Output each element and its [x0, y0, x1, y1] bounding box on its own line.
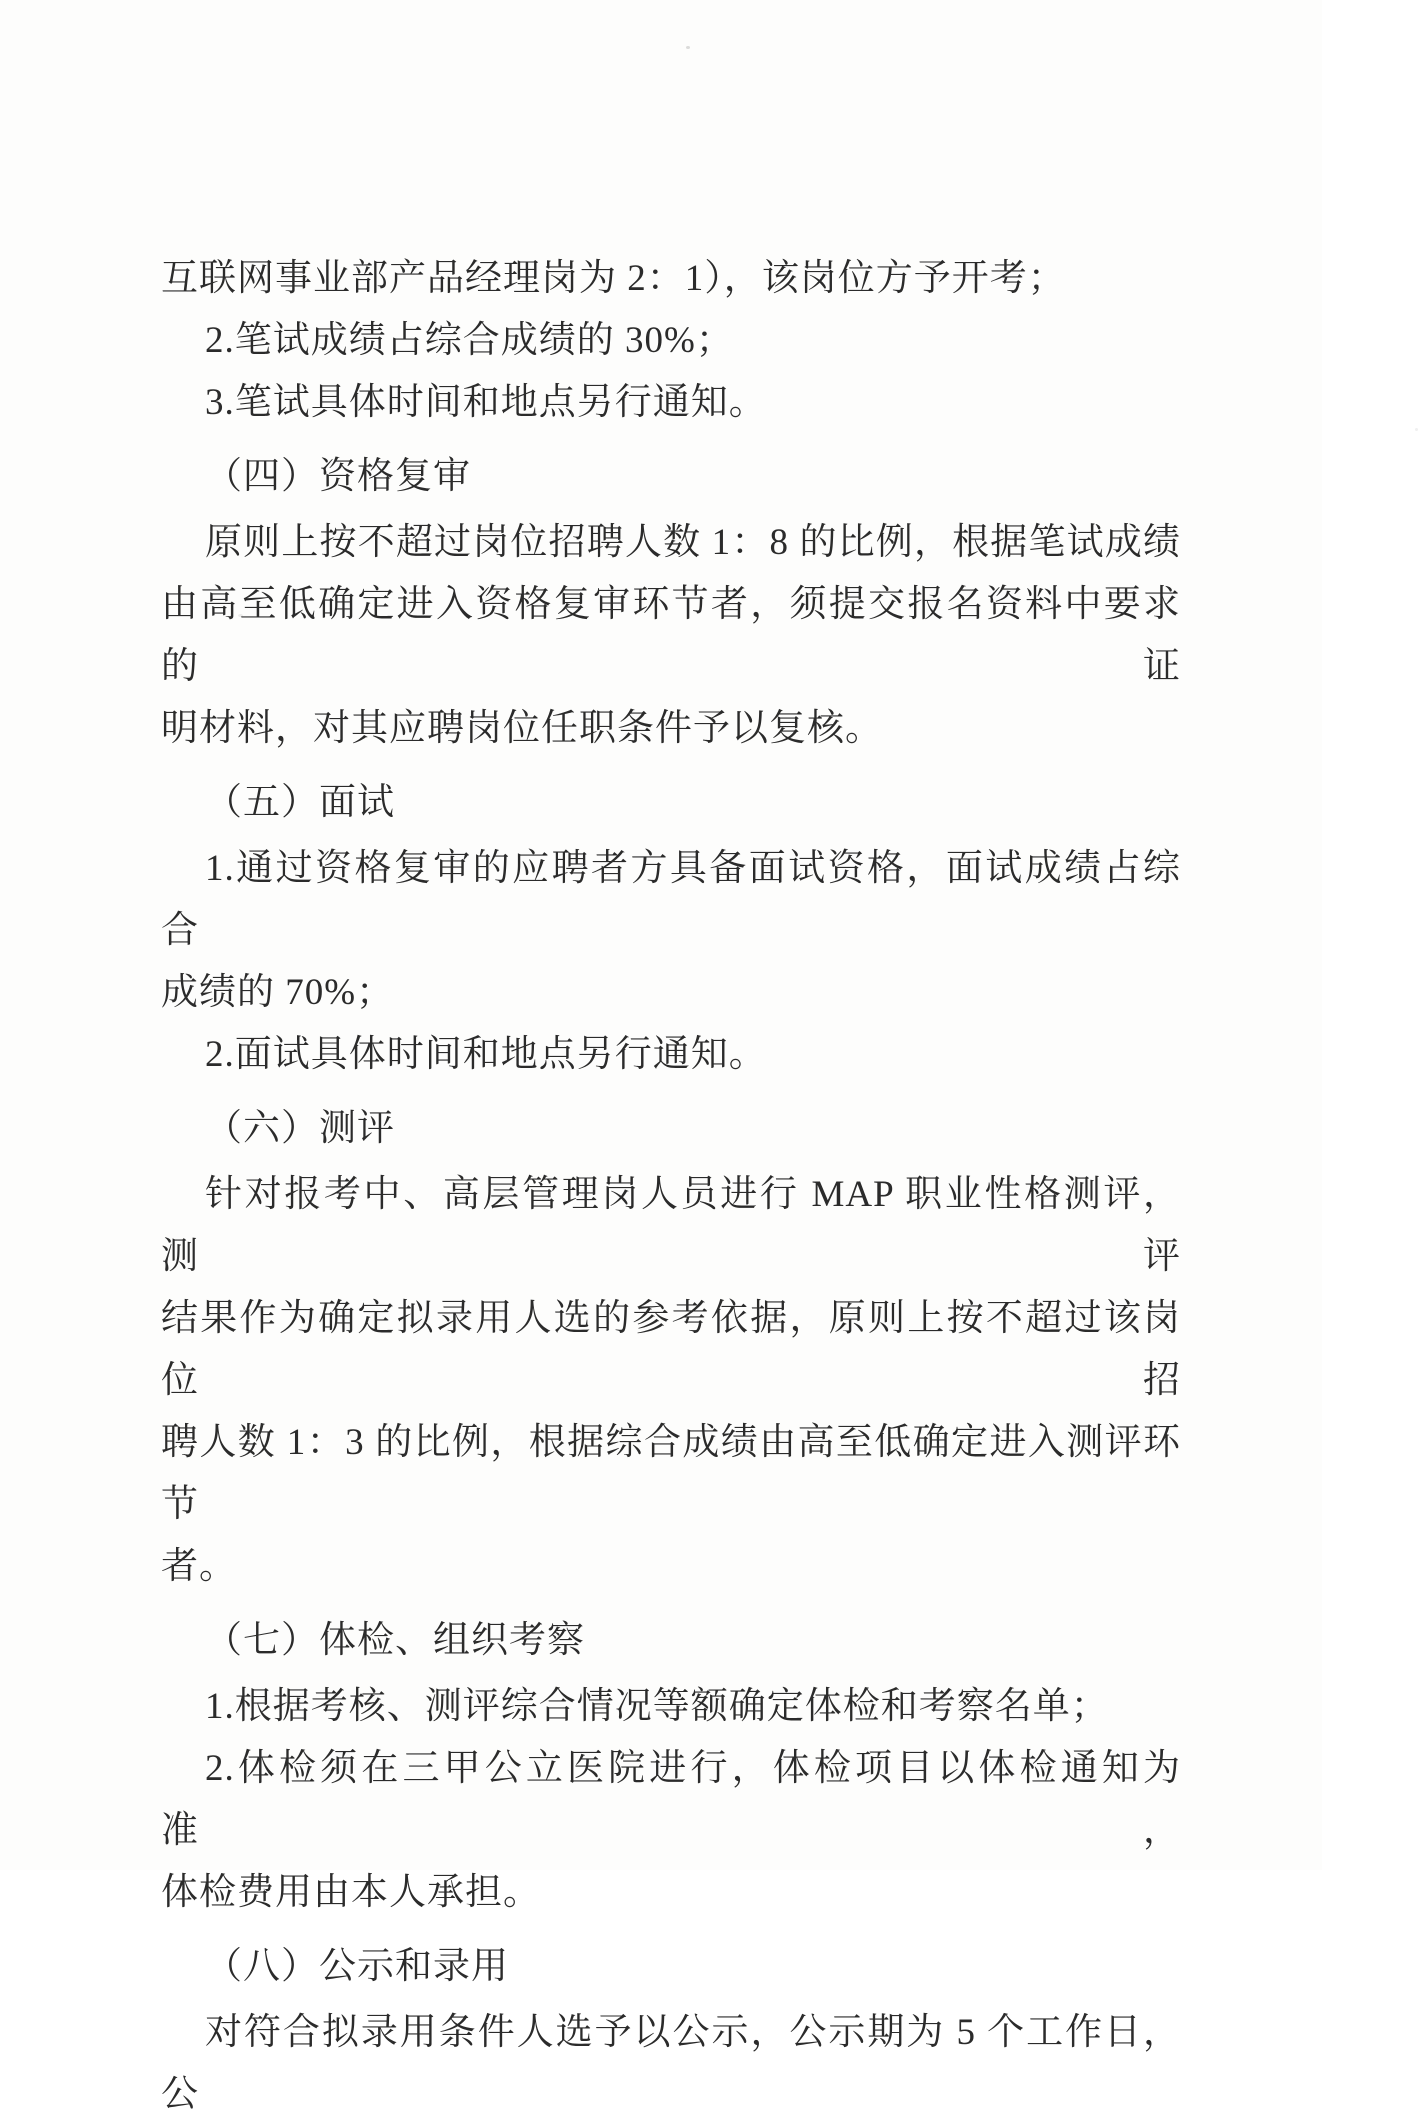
section-heading: （八）公示和录用 [205, 1946, 509, 1987]
section-heading: （四）资格复审 [205, 456, 471, 497]
section-heading: （五）面试 [205, 782, 395, 823]
section-heading: （六）测评 [205, 1108, 395, 1149]
scan-speck [686, 46, 690, 49]
text-line: 结果作为确定拟录用人选的参考依据，原则上按不超过该岗位招 [161, 1298, 1181, 1401]
text-line: 2.笔试成绩占综合成绩的 30%； [205, 320, 734, 361]
text-line: 1.通过资格复审的应聘者方具备面试资格，面试成绩占综合 [161, 848, 1181, 951]
text-line: 明材料，对其应聘岗位任职条件予以复核。 [161, 708, 883, 749]
text-line: 针对报考中、高层管理岗人员进行 MAP 职业性格测评，测评 [161, 1174, 1181, 1277]
text-line: 1.根据考核、测评综合情况等额确定体检和考察名单； [205, 1686, 1109, 1727]
text-line: 成绩的 70%； [161, 972, 395, 1013]
section-heading: （七）体检、组织考察 [205, 1620, 585, 1661]
document-body [161, 248, 1181, 2126]
text-line: 3.笔试具体时间和地点另行通知。 [205, 382, 767, 423]
text-line: 互联网事业部产品经理岗为 2：1），该岗位方予开考； [161, 258, 1066, 299]
text-line: 原则上按不超过岗位招聘人数 1：8 的比例，根据笔试成绩 [205, 522, 1181, 563]
text-line: 2.体检须在三甲公立医院进行，体检项目以体检通知为准， [161, 1748, 1181, 1851]
text-line: 体检费用由本人承担。 [161, 1872, 541, 1913]
text-line: 聘人数 1：3 的比例，根据综合成绩由高至低确定进入测评环节 [161, 1422, 1181, 1525]
text-line: 由高至低确定进入资格复审环节者，须提交报名资料中要求的证 [161, 584, 1181, 687]
text-line: 者。 [161, 1546, 237, 1587]
text-line: 对符合拟录用条件人选予以公示，公示期为 5 个工作日，公 [161, 2012, 1181, 2115]
text-line: 2.面试具体时间和地点另行通知。 [205, 1034, 767, 1075]
